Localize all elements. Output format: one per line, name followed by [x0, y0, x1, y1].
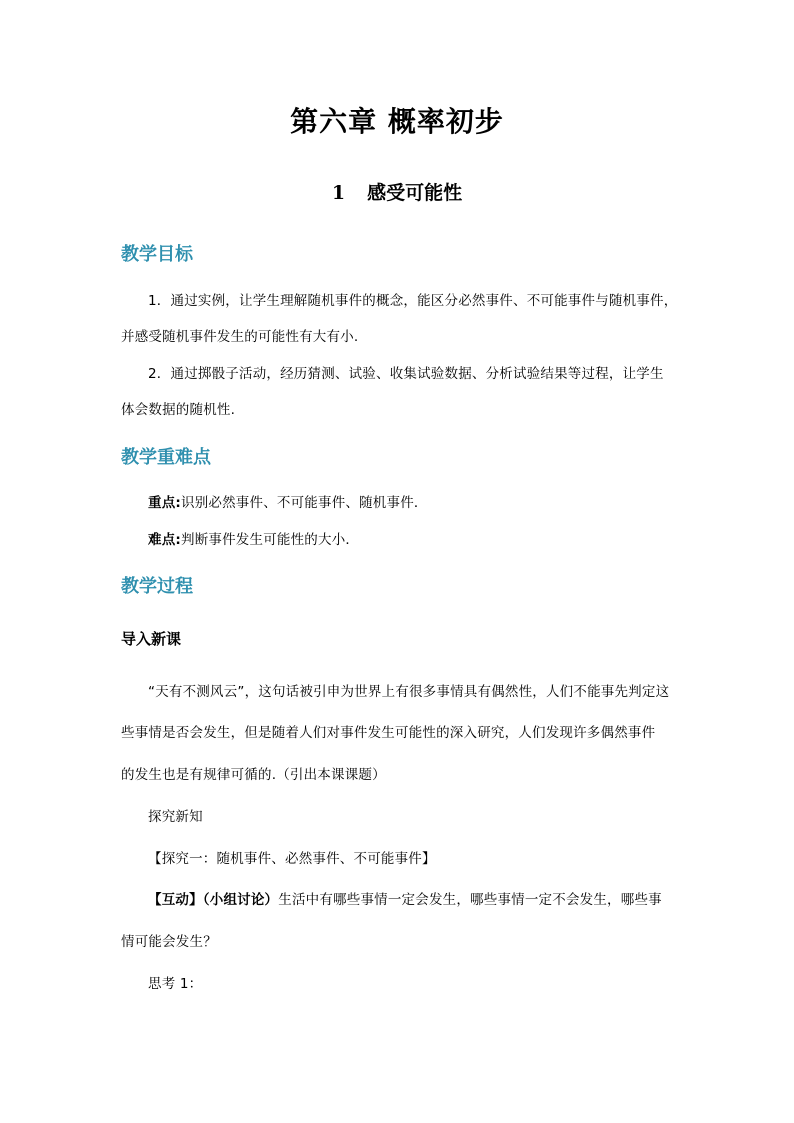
interact-text: 生活中有哪些事情一定会发生，哪些事情一定不会发生，哪些事	[278, 892, 662, 908]
intro-line-3: 的发生也是有规律可循的.（引出本课课题）	[121, 767, 386, 783]
interact-label: 【互动】（小组讨论）	[148, 892, 279, 908]
focus-label: 重点:	[148, 495, 181, 511]
explore-one-heading: 【探究一：随机事件、必然事件、不可能事件】	[148, 851, 436, 867]
section-name: 感受可能性	[367, 182, 463, 204]
difficulty-line	[148, 528, 359, 548]
interact-line-2: 情可能会发生？	[121, 934, 217, 950]
focus-text: 识别必然事件、不可能事件、随机事件．	[181, 495, 428, 511]
think-label: 思考 1：	[148, 976, 203, 992]
intro-heading: 导入新课	[121, 630, 182, 648]
difficulty-label: 难点:	[148, 532, 181, 548]
intro-line-1: “天有不测风云”，这句话被引申为世界上有很多事情具有偶然性，人们不能事先判定这	[148, 684, 670, 700]
chapter-title: 第六章 概率初步	[290, 105, 504, 138]
interact-line-1	[148, 888, 662, 908]
focus-line	[148, 491, 428, 511]
process-heading: 教学过程	[121, 576, 193, 597]
objective-2-line-1: 2．通过掷骰子活动，经历猜测、试验、收集试验数据、分析试验结果等过程，让学生	[148, 366, 664, 382]
section-title	[0, 178, 794, 205]
objective-1-line-1: 1．通过实例，让学生理解随机事件的概念，能区分必然事件、不可能事件与随机事件，	[148, 293, 678, 309]
explore-heading: 探究新知	[148, 809, 203, 825]
section-number: 1	[331, 182, 346, 204]
intro-line-2: 些事情是否会发生，但是随着人们对事件发生可能性的深入研究，人们发现许多偶然事件	[121, 725, 656, 741]
key-points-heading: 教学重难点	[121, 447, 211, 468]
objectives-heading: 教学目标	[121, 244, 193, 265]
objective-2-line-2: 体会数据的随机性.	[121, 402, 236, 418]
difficulty-text: 判断事件发生可能性的大小．	[181, 532, 360, 548]
objective-1-line-2: 并感受随机事件发生的可能性有大有小.	[121, 329, 359, 345]
